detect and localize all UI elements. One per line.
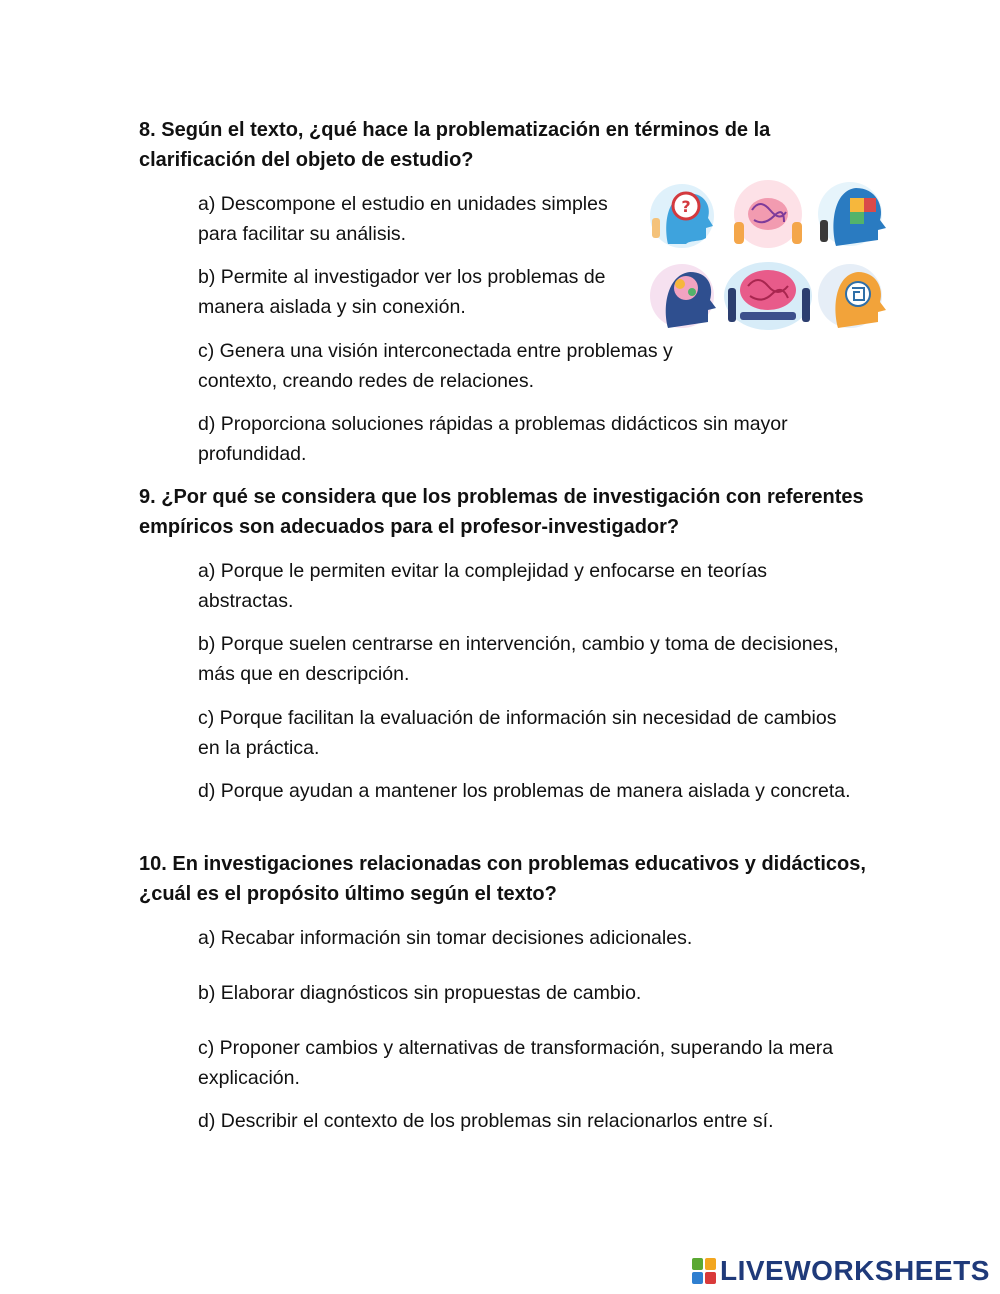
gear-brain-head-icon [650, 264, 716, 328]
maze-head-icon [818, 264, 886, 328]
q10-option-b[interactable]: b) Elaborar diagnósticos sin propuestas de cambio. [198, 982, 642, 1004]
q9-option-a[interactable]: a) Porque le permiten evitar la complejidad y enfocarse en teorías abstractas. [198, 560, 768, 612]
tangled-brain-icon [734, 180, 802, 248]
q8-option-c[interactable]: c) Genera una visión interconectada entre problemas y contexto, creando redes de relaciones. [198, 340, 673, 392]
svg-text:?: ? [681, 197, 691, 216]
head-question-icon [650, 184, 714, 248]
q8-option-a[interactable]: a) Descompone el estudio en unidades simples para facilitar su análisis. [198, 193, 608, 245]
q9-option-b[interactable]: b) Porque suelen centrarse en intervención, cambio y toma de decisiones, más que en descripción. [198, 633, 839, 685]
puzzle-head-icon [818, 182, 886, 246]
q8-option-b[interactable]: b) Permite al investigador ver los problemas de manera aislada y sin conexión. [198, 266, 606, 318]
question-8: 8. Según el texto, ¿qué hace la problematización en términos de la clarificación del objeto de estudio? [139, 119, 771, 171]
logo-wordmark: LIVEWORKSHEETS [720, 1255, 990, 1286]
live-badge-icon [692, 1258, 716, 1284]
brain-thinking-illustration [640, 176, 890, 336]
q9-option-d[interactable]: d) Porque ayudan a mantener los problemas de manera aislada y concreta. [198, 780, 851, 802]
q8-option-d[interactable]: d) Proporciona soluciones rápidas a problemas didácticos sin mayor profundidad. [198, 413, 788, 465]
question-10: 10. En investigaciones relacionadas con problemas educativos y didácticos, ¿cuál es el propósito último según el texto? [139, 853, 866, 905]
brain-lab-icon [724, 262, 812, 330]
q10-option-c[interactable]: c) Proponer cambios y alternativas de transformación, superando la mera explicación. [198, 1037, 834, 1089]
liveworksheets-logo [692, 1256, 990, 1286]
question-9: 9. ¿Por qué se considera que los problemas de investigación con referentes empíricos son adecuados para el profesor-investigador? [139, 486, 864, 538]
q10-option-a[interactable]: a) Recabar información sin tomar decisiones adicionales. [198, 927, 693, 949]
q9-option-c[interactable]: c) Porque facilitan la evaluación de información sin necesidad de cambios en la práctica. [198, 707, 837, 759]
q10-option-d[interactable]: d) Describir el contexto de los problemas sin relacionarlos entre sí. [198, 1110, 774, 1132]
